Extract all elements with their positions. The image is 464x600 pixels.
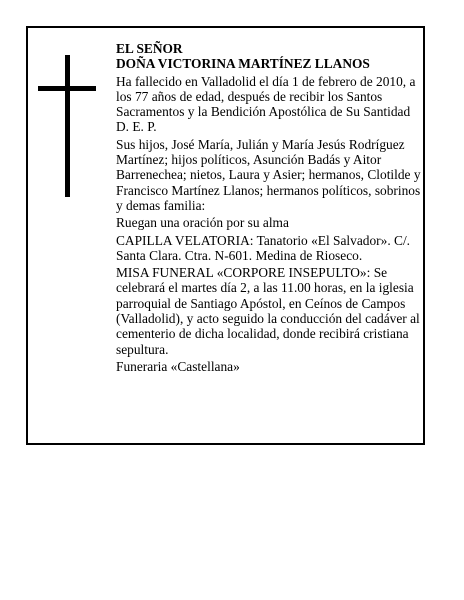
chapel-info: CAPILLA VELATORIA: Tanatorio «El Salvador». C/. Santa Clara. Ctra. N-601. Medina de Rioseco. [116, 232, 411, 263]
cross-horizontal-bar [38, 86, 96, 91]
cross-icon [38, 55, 96, 197]
funeral-mass-info: MISA FUNERAL «CORPORE INSEPULTO»: Se celebrará el martes día 2, a las 11.00 horas, en la iglesia parroquial de Santiago Apóstol, en Ceínos de Campos (Valladolid), y acto seguido la conducción del cadáver al cementerio de dicha localidad, donde recibirá cristiana sepultura. [116, 265, 420, 357]
obituary-notice [26, 26, 425, 445]
family-list: Sus hijos, José María, Julián y María Jesús Rodríguez Martínez; hijos políticos, Asunción Badás y Aitor Barrenechea; nietos, Laura y Asier; hermanos, Clotilde y Francisco Martínez Llanos; hermanos políticos, sobrinos y demas familia: [116, 136, 421, 213]
deceased-name: DOÑA VICTORINA MARTÍNEZ LLANOS [116, 56, 370, 72]
prayer-request: Ruegan una oración por su alma [116, 215, 289, 231]
notice-heading-title: EL SEÑOR [116, 41, 183, 56]
death-announcement: Ha fallecido en Valladolid el día 1 de febrero de 2010, a los 77 años de edad, después de recibir los Santos Sacramentos y la Bendición Apostólica de Su Santidad D. E. P. [116, 73, 416, 135]
funeral-home: Funeraria «Castellana» [116, 358, 240, 374]
notice-text [116, 41, 421, 374]
cross-vertical-bar [65, 55, 70, 197]
